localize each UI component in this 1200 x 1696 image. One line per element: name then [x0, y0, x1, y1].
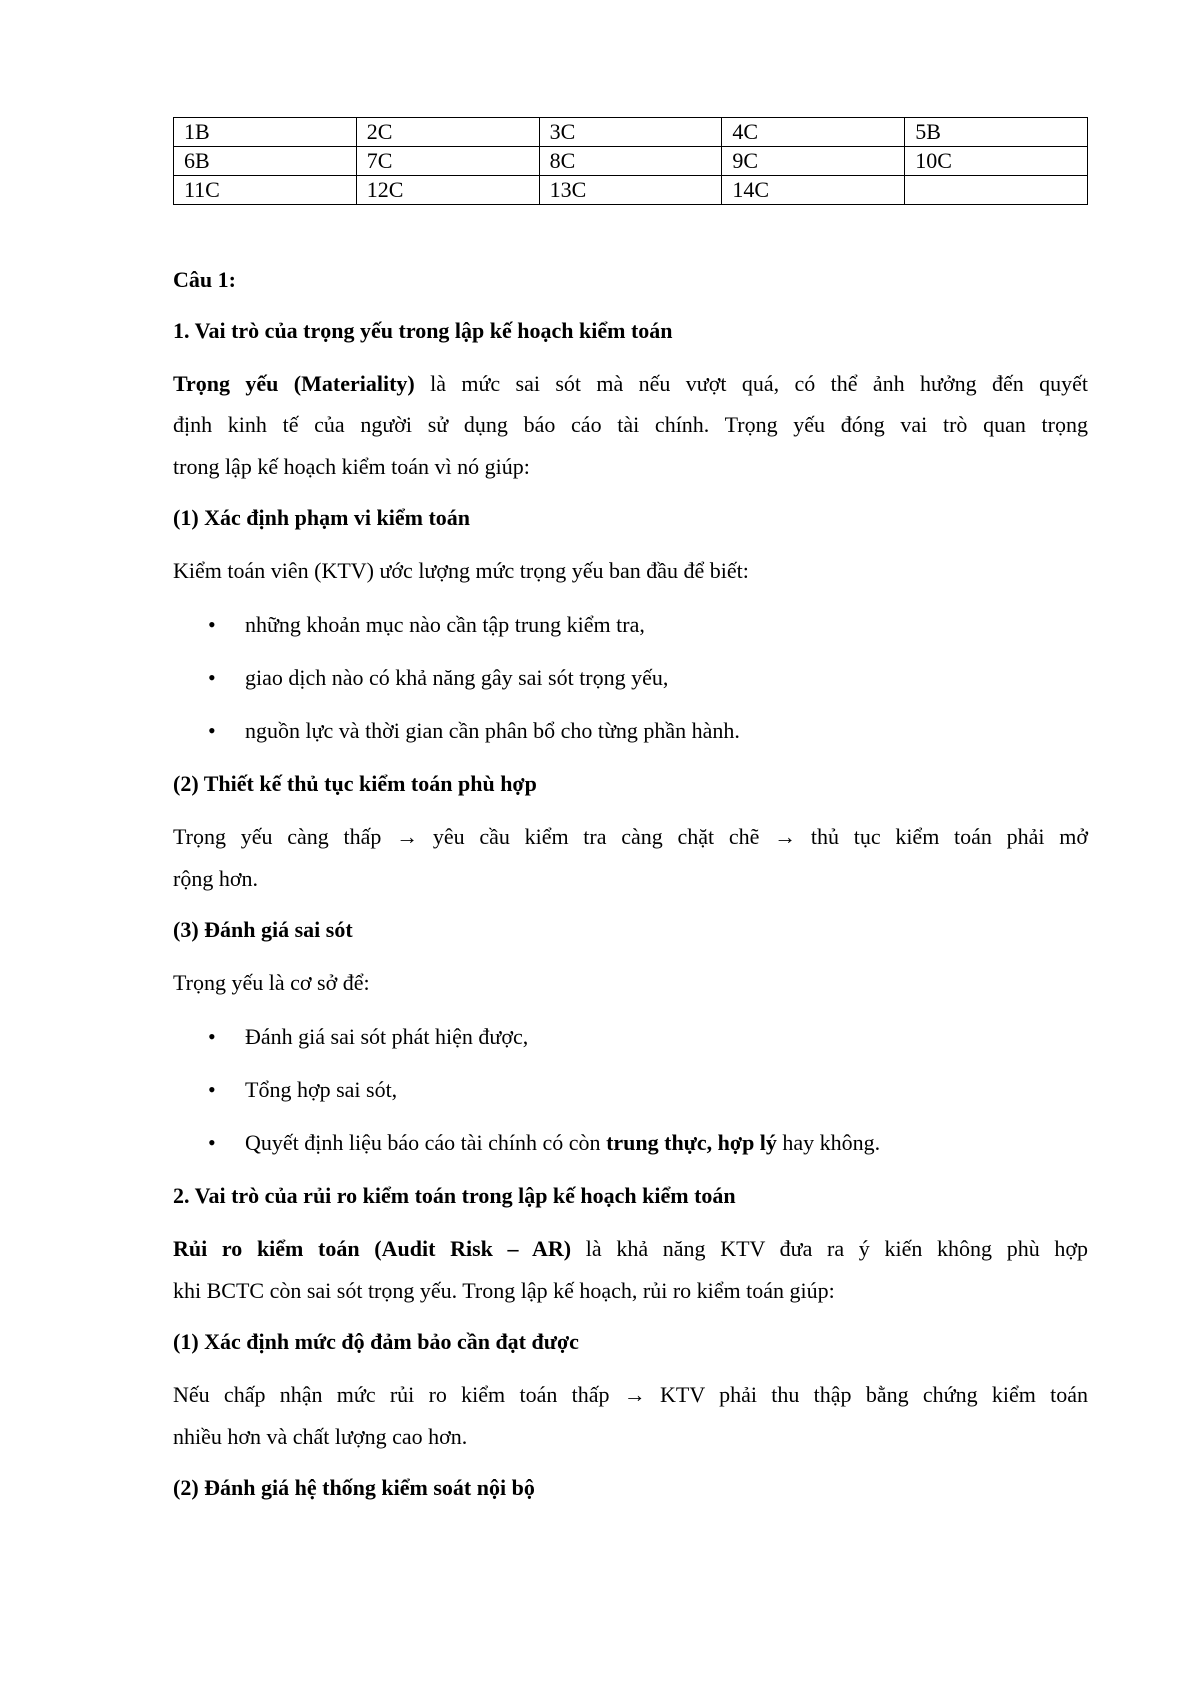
- table-row: [174, 118, 1088, 147]
- bullet-dot: •: [208, 1130, 216, 1155]
- table-cell: 6B: [174, 147, 357, 176]
- s1-point-2-heading: (2) Thiết kế thủ tục kiểm toán phù hợp: [173, 771, 537, 796]
- section-1-heading: 1. Vai trò của trọng yếu trong lập kế hoạch kiểm toán: [173, 318, 673, 343]
- s1-point-3-text: Trọng yếu là cơ sở để:: [173, 970, 370, 995]
- bullet-dot: •: [208, 612, 216, 637]
- audit-risk-term: Rủi ro kiểm toán (Audit Risk – AR): [173, 1236, 572, 1261]
- s1-point-1-text: Kiểm toán viên (KTV) ước lượng mức trọng yếu ban đầu để biết:: [173, 558, 749, 583]
- materiality-term: Trọng yếu (Materiality): [173, 371, 415, 396]
- table-cell: 10C: [905, 147, 1088, 176]
- list-item: những khoản mục nào cần tập trung kiểm tra,: [245, 612, 645, 637]
- table-cell: 12C: [356, 176, 539, 205]
- bullet-dot: •: [208, 665, 216, 690]
- list-item: Đánh giá sai sót phát hiện được,: [245, 1024, 529, 1049]
- table-cell: 7C: [356, 147, 539, 176]
- s2-intro-line-2: khi BCTC còn sai sót trọng yếu. Trong lập kế hoạch, rủi ro kiểm toán giúp:: [173, 1278, 835, 1303]
- table-cell: 5B: [905, 118, 1088, 147]
- answer-table: [173, 117, 1088, 205]
- table-cell: 8C: [539, 147, 722, 176]
- s1-point-1-heading: (1) Xác định phạm vi kiểm toán: [173, 505, 471, 530]
- bullet-dot: •: [208, 718, 216, 743]
- list-item: giao dịch nào có khả năng gây sai sót trọng yếu,: [245, 665, 669, 690]
- s2-intro-line-1: [173, 1234, 1088, 1264]
- question-title: Câu 1:: [173, 267, 236, 292]
- s1-intro-line-1: [173, 369, 1088, 399]
- table-cell: 2C: [356, 118, 539, 147]
- list-item-part: Quyết định liệu báo cáo tài chính có còn: [245, 1130, 607, 1155]
- bullet-dot: •: [208, 1077, 216, 1102]
- s2-point-1-line-2: nhiều hơn và chất lượng cao hơn.: [173, 1424, 468, 1449]
- table-row: [174, 147, 1088, 176]
- table-cell: 1B: [174, 118, 357, 147]
- list-item-bold: trung thực, hợp lý: [606, 1130, 777, 1155]
- table-cell: 11C: [174, 176, 357, 205]
- list-item-part: hay không.: [776, 1130, 881, 1155]
- list-item: nguồn lực và thời gian cần phân bổ cho từng phần hành.: [245, 718, 740, 743]
- list-item: Tổng hợp sai sót,: [245, 1077, 398, 1102]
- table-cell: 4C: [722, 118, 905, 147]
- table-cell: [905, 176, 1088, 205]
- s1-intro-line-1-rest: là mức sai sót mà nếu vượt quá, có thể ảnh hưởng đến quyết: [414, 371, 1088, 396]
- table-cell: 13C: [539, 176, 722, 205]
- section-2-heading: 2. Vai trò của rủi ro kiểm toán trong lập kế hoạch kiểm toán: [173, 1183, 736, 1208]
- table-cell: 9C: [722, 147, 905, 176]
- list-item: [245, 1128, 880, 1158]
- s1-point-3-heading: (3) Đánh giá sai sót: [173, 917, 353, 942]
- s2-point-1-line-1: Nếu chấp nhận mức rủi ro kiểm toán thấp → KTV phải thu thập bằng chứng kiểm toán: [173, 1382, 1088, 1407]
- table-row: [174, 176, 1088, 205]
- s1-point-2-line-1: Trọng yếu càng thấp → yêu cầu kiểm tra càng chặt chẽ → thủ tục kiểm toán phải mở: [173, 824, 1088, 849]
- s1-intro-line-2: định kinh tế của người sử dụng báo cáo tài chính. Trọng yếu đóng vai trò quan trọng: [173, 412, 1088, 437]
- table-cell: 3C: [539, 118, 722, 147]
- bullet-dot: •: [208, 1024, 216, 1049]
- s1-intro-line-3: trong lập kế hoạch kiểm toán vì nó giúp:: [173, 454, 530, 479]
- s2-point-1-heading: (1) Xác định mức độ đảm bảo cần đạt được: [173, 1329, 579, 1354]
- s2-point-2-heading: (2) Đánh giá hệ thống kiểm soát nội bộ: [173, 1475, 535, 1500]
- table-cell: 14C: [722, 176, 905, 205]
- s1-point-2-line-2: rộng hơn.: [173, 866, 258, 891]
- s2-intro-line-1-rest: là khả năng KTV đưa ra ý kiến không phù hợp: [571, 1236, 1088, 1261]
